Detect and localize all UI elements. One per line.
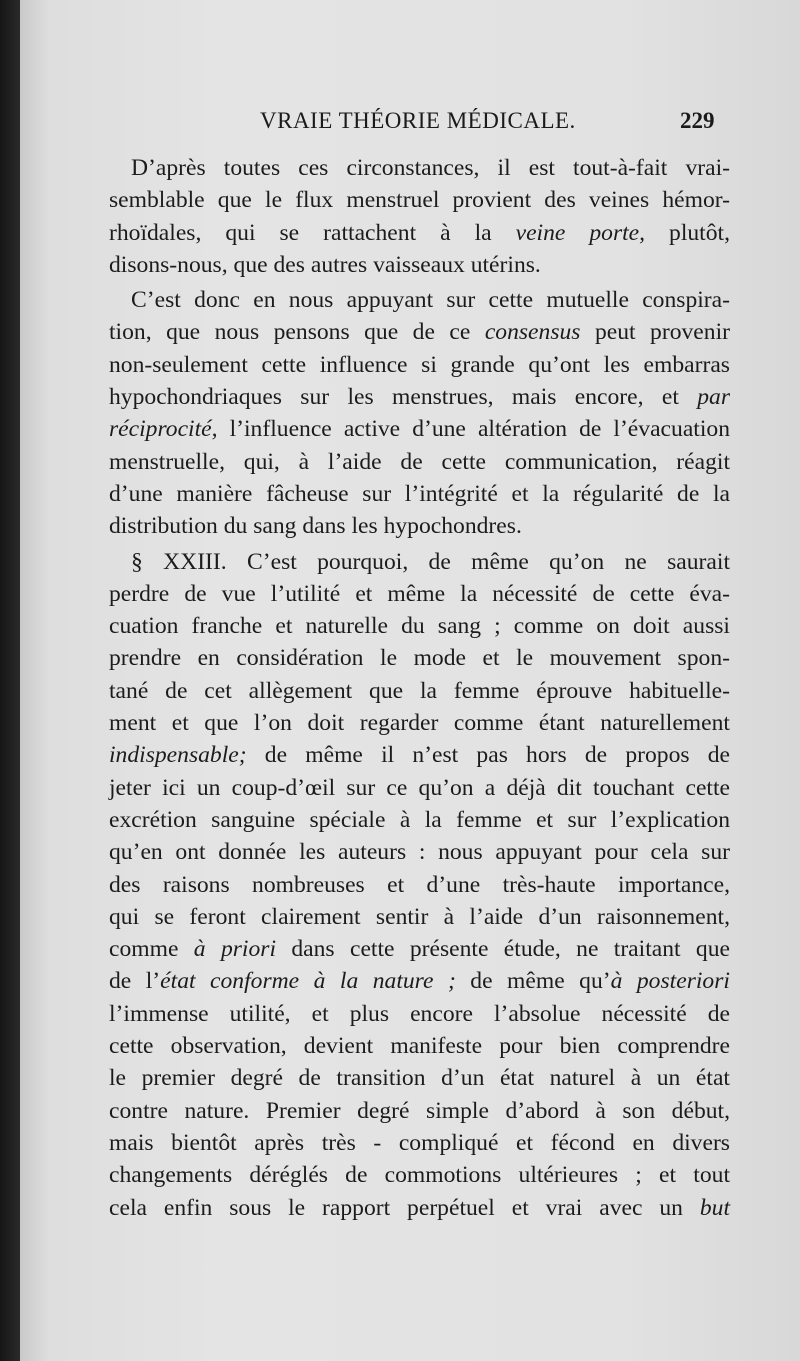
- text-run: perdre de vue l’utilité et même la nécessité de cette éva-: [109, 580, 730, 607]
- text-line: [109, 869, 730, 901]
- italic-run: par: [697, 384, 730, 411]
- italic-run: réciprocité,: [109, 416, 218, 443]
- text-run: tion, que nous pensons que de ce: [109, 319, 485, 346]
- italic-run: état conforme à la nature ;: [160, 968, 456, 995]
- text-run: C’est donc en nous appuyant sur cette mutuelle conspira-: [131, 287, 730, 314]
- text-line: [109, 642, 730, 674]
- page-number: 229: [680, 108, 715, 133]
- text-run: plutôt,: [645, 219, 730, 246]
- text-run: tané de cet allègement que la femme éprouve habituelle-: [109, 677, 730, 704]
- text-line: [109, 217, 730, 249]
- text-run: comme: [109, 936, 194, 963]
- text-run: rhoïdales, qui se rattachent à la: [109, 219, 516, 246]
- text-run: qui se feront clairement sentir à l’aide d’un raisonnement,: [109, 903, 730, 930]
- text-run: semblable que le flux menstruel provient des veines hémor-: [109, 187, 730, 214]
- book-page: [20, 0, 800, 1361]
- italic-run: à posteriori: [610, 968, 730, 995]
- text-run: dans cette présente étude, ne traitant que: [276, 936, 730, 963]
- italic-run: consensus: [484, 319, 581, 346]
- text-run: cela enfin sous le rapport perpétuel et vrai avec un: [109, 1194, 700, 1221]
- text-line: [109, 707, 730, 739]
- text-run: de même il n’est pas hors de propos de: [246, 742, 730, 769]
- text-run: qu’en ont donnée les auteurs : nous appuyant pour cela sur: [109, 839, 730, 866]
- text-run: l’influence active d’une altération de l’évacuation: [217, 416, 730, 443]
- italic-run: veine porte,: [515, 219, 646, 246]
- italic-run: but: [699, 1194, 730, 1221]
- text-line: [109, 965, 730, 997]
- text-run: le premier degré de transition d’un état naturel à un état: [109, 1065, 730, 1092]
- text-run: ment et que l’on doit regarder comme étant naturellement: [109, 710, 730, 737]
- text-run: de même qu’: [455, 968, 611, 995]
- text-run: cette observation, devient manifeste pour bien comprendre: [109, 1033, 730, 1060]
- text-run: jeter ici un coup-d’œil sur ce qu’on a déjà dit touchant cette: [109, 774, 730, 801]
- text-line: [109, 1127, 730, 1159]
- text-run: non-seulement cette influence si grande qu’ont les embarras: [109, 351, 730, 378]
- text-run: hypochondriaques sur les menstrues, mais encore, et: [109, 384, 698, 411]
- text-line: [109, 510, 730, 542]
- text-run: d’une manière fâcheuse sur l’intégrité et la régularité de la: [109, 480, 730, 507]
- text-run: cuation franche et naturelle du sang ; comme on doit aussi: [109, 613, 730, 640]
- text-line: [109, 1062, 730, 1094]
- text-run: prendre en considération le mode et le mouvement spon-: [109, 645, 730, 672]
- text-run: § XXIII. C’est pourquoi, de même qu’on ne saurait: [131, 548, 730, 575]
- text-line: [109, 1192, 730, 1224]
- text-line: [109, 836, 730, 868]
- italic-run: indispensable;: [109, 742, 247, 769]
- text-run: l’immense utilité, et plus encore l’absolue nécessité de: [109, 1000, 730, 1027]
- text-line: [109, 901, 730, 933]
- text-line: [109, 413, 730, 445]
- text-line: [109, 739, 730, 771]
- paragraph: [109, 546, 730, 1224]
- text-run: distribution du sang dans les hypochondres.: [109, 513, 522, 540]
- body-text: [109, 152, 730, 1224]
- text-line: [109, 316, 730, 348]
- text-run: excrétion sanguine spéciale à la femme et sur l’explication: [109, 806, 730, 833]
- text-line: [109, 381, 730, 413]
- text-run: D’après toutes ces circonstances, il est tout-à-fait vrai-: [131, 155, 730, 181]
- page-header: [20, 108, 800, 140]
- text-run: changements déréglés de commotions ultérieures ; et tout: [109, 1162, 730, 1189]
- text-line: [109, 578, 730, 610]
- text-line: [109, 284, 730, 316]
- text-line: [109, 1030, 730, 1062]
- text-line: [109, 804, 730, 836]
- text-line: [109, 184, 730, 216]
- text-line: [109, 933, 730, 965]
- text-run: menstruelle, qui, à l’aide de cette communication, réagit: [109, 448, 730, 475]
- text-run: des raisons nombreuses et d’une très-haute importance,: [109, 871, 730, 898]
- text-line: [109, 249, 730, 281]
- paragraph: [109, 152, 730, 281]
- text-line: [109, 998, 730, 1030]
- text-run: mais bientôt après très - compliqué et fécond en divers: [109, 1129, 730, 1156]
- italic-run: à priori: [193, 936, 277, 963]
- text-line: [109, 772, 730, 804]
- text-run: contre nature. Premier degré simple d’abord à son début,: [109, 1097, 730, 1124]
- text-run: peut provenir: [580, 319, 730, 346]
- text-line: [109, 446, 730, 478]
- text-line: [109, 610, 730, 642]
- paragraph: [109, 284, 730, 542]
- text-line: [109, 1095, 730, 1127]
- text-line: [109, 546, 730, 578]
- running-title: VRAIE THÉORIE MÉDICALE.: [260, 108, 576, 133]
- text-line: [109, 1159, 730, 1191]
- page-left-shadow: [0, 0, 20, 1361]
- text-run: disons-nous, que des autres vaisseaux utérins.: [109, 251, 541, 278]
- text-line: [109, 675, 730, 707]
- text-run: de l’: [109, 968, 161, 995]
- text-line: [109, 152, 730, 184]
- text-line: [109, 478, 730, 510]
- text-line: [109, 349, 730, 381]
